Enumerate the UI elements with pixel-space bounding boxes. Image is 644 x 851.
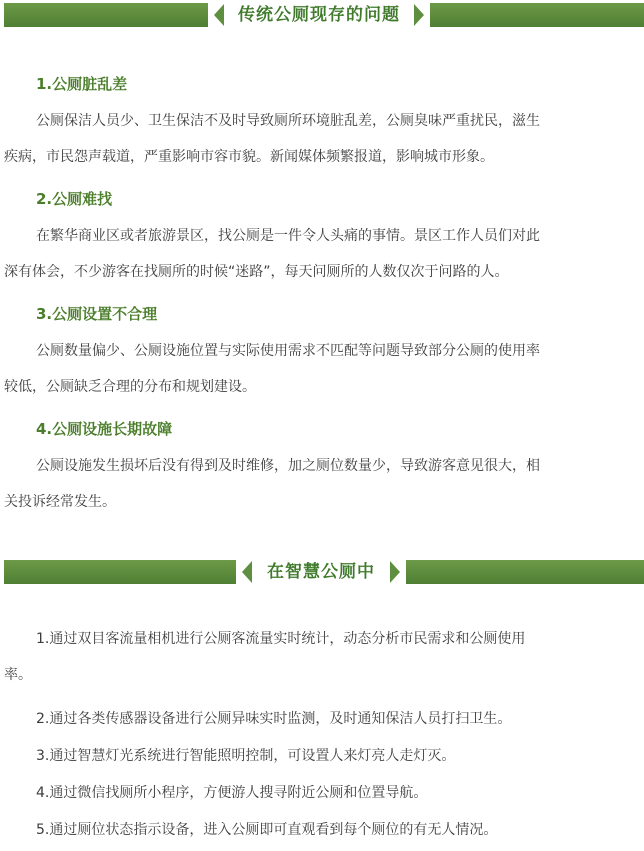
feature-item-3: 3.通过智慧灯光系统进行智能照明控制，可设置人来灯亮人走灯灭。	[36, 748, 456, 764]
section-title: 在智慧公厕中	[236, 557, 406, 587]
problem-heading-4: 4.公厕设施长期故障	[36, 420, 173, 438]
problem-text-line: 较低，公厕缺乏合理的分布和规划建设。	[4, 379, 256, 395]
problem-text-line: 深有体会，不少游客在找厕所的时候“迷路”，每天问厕所的人数仅次于问路的人。	[4, 264, 509, 280]
section-banner-problems	[0, 0, 644, 30]
problem-text-line: 关投诉经常发生。	[4, 494, 116, 510]
problem-text-4	[4, 448, 640, 520]
problem-text-line: 公厕数量偏少、公厕设施位置与实际使用需求不匹配等问题导致部分公厕的使用率	[36, 343, 540, 359]
problem-text-line: 在繁华商业区或者旅游景区，找公厕是一件令人头痛的事情。景区工作人员们对此	[36, 228, 540, 244]
feature-text-line: 1.通过双目客流量相机进行公厕客流量实时统计，动态分析市民需求和公厕使用	[36, 631, 526, 647]
feature-item-1	[4, 621, 640, 693]
problem-text-1	[4, 103, 640, 175]
feature-item-4: 4.通过微信找厕所小程序，方便游人搜寻附近公厕和位置导航。	[36, 785, 428, 801]
section-title: 传统公厕现存的问题	[208, 0, 430, 30]
problem-text-2	[4, 218, 640, 290]
feature-item-2: 2.通过各类传感器设备进行公厕异味实时监测，及时通知保洁人员打扫卫生。	[36, 711, 512, 727]
feature-item-5: 5.通过厕位状态指示设备，进入公厕即可直观看到每个厕位的有无人情况。	[36, 822, 498, 838]
problem-heading-2: 2.公厕难找	[36, 190, 113, 208]
problem-heading-1: 1.公厕脏乱差	[36, 75, 128, 93]
problem-heading-3: 3.公厕设置不合理	[36, 305, 158, 323]
problem-text-line: 公厕保洁人员少、卫生保洁不及时导致厕所环境脏乱差，公厕臭味严重扰民，滋生	[36, 113, 540, 129]
problem-text-3	[4, 333, 640, 405]
section-banner-smart-toilet	[0, 557, 644, 587]
problem-text-line: 公厕设施发生损坏后没有得到及时维修，加之厕位数量少，导致游客意见很大，相	[36, 458, 540, 474]
feature-text-line: 率。	[4, 667, 32, 683]
problem-text-line: 疾病，市民怨声载道，严重影响市容市貌。新闻媒体频繁报道，影响城市形象。	[4, 149, 494, 165]
